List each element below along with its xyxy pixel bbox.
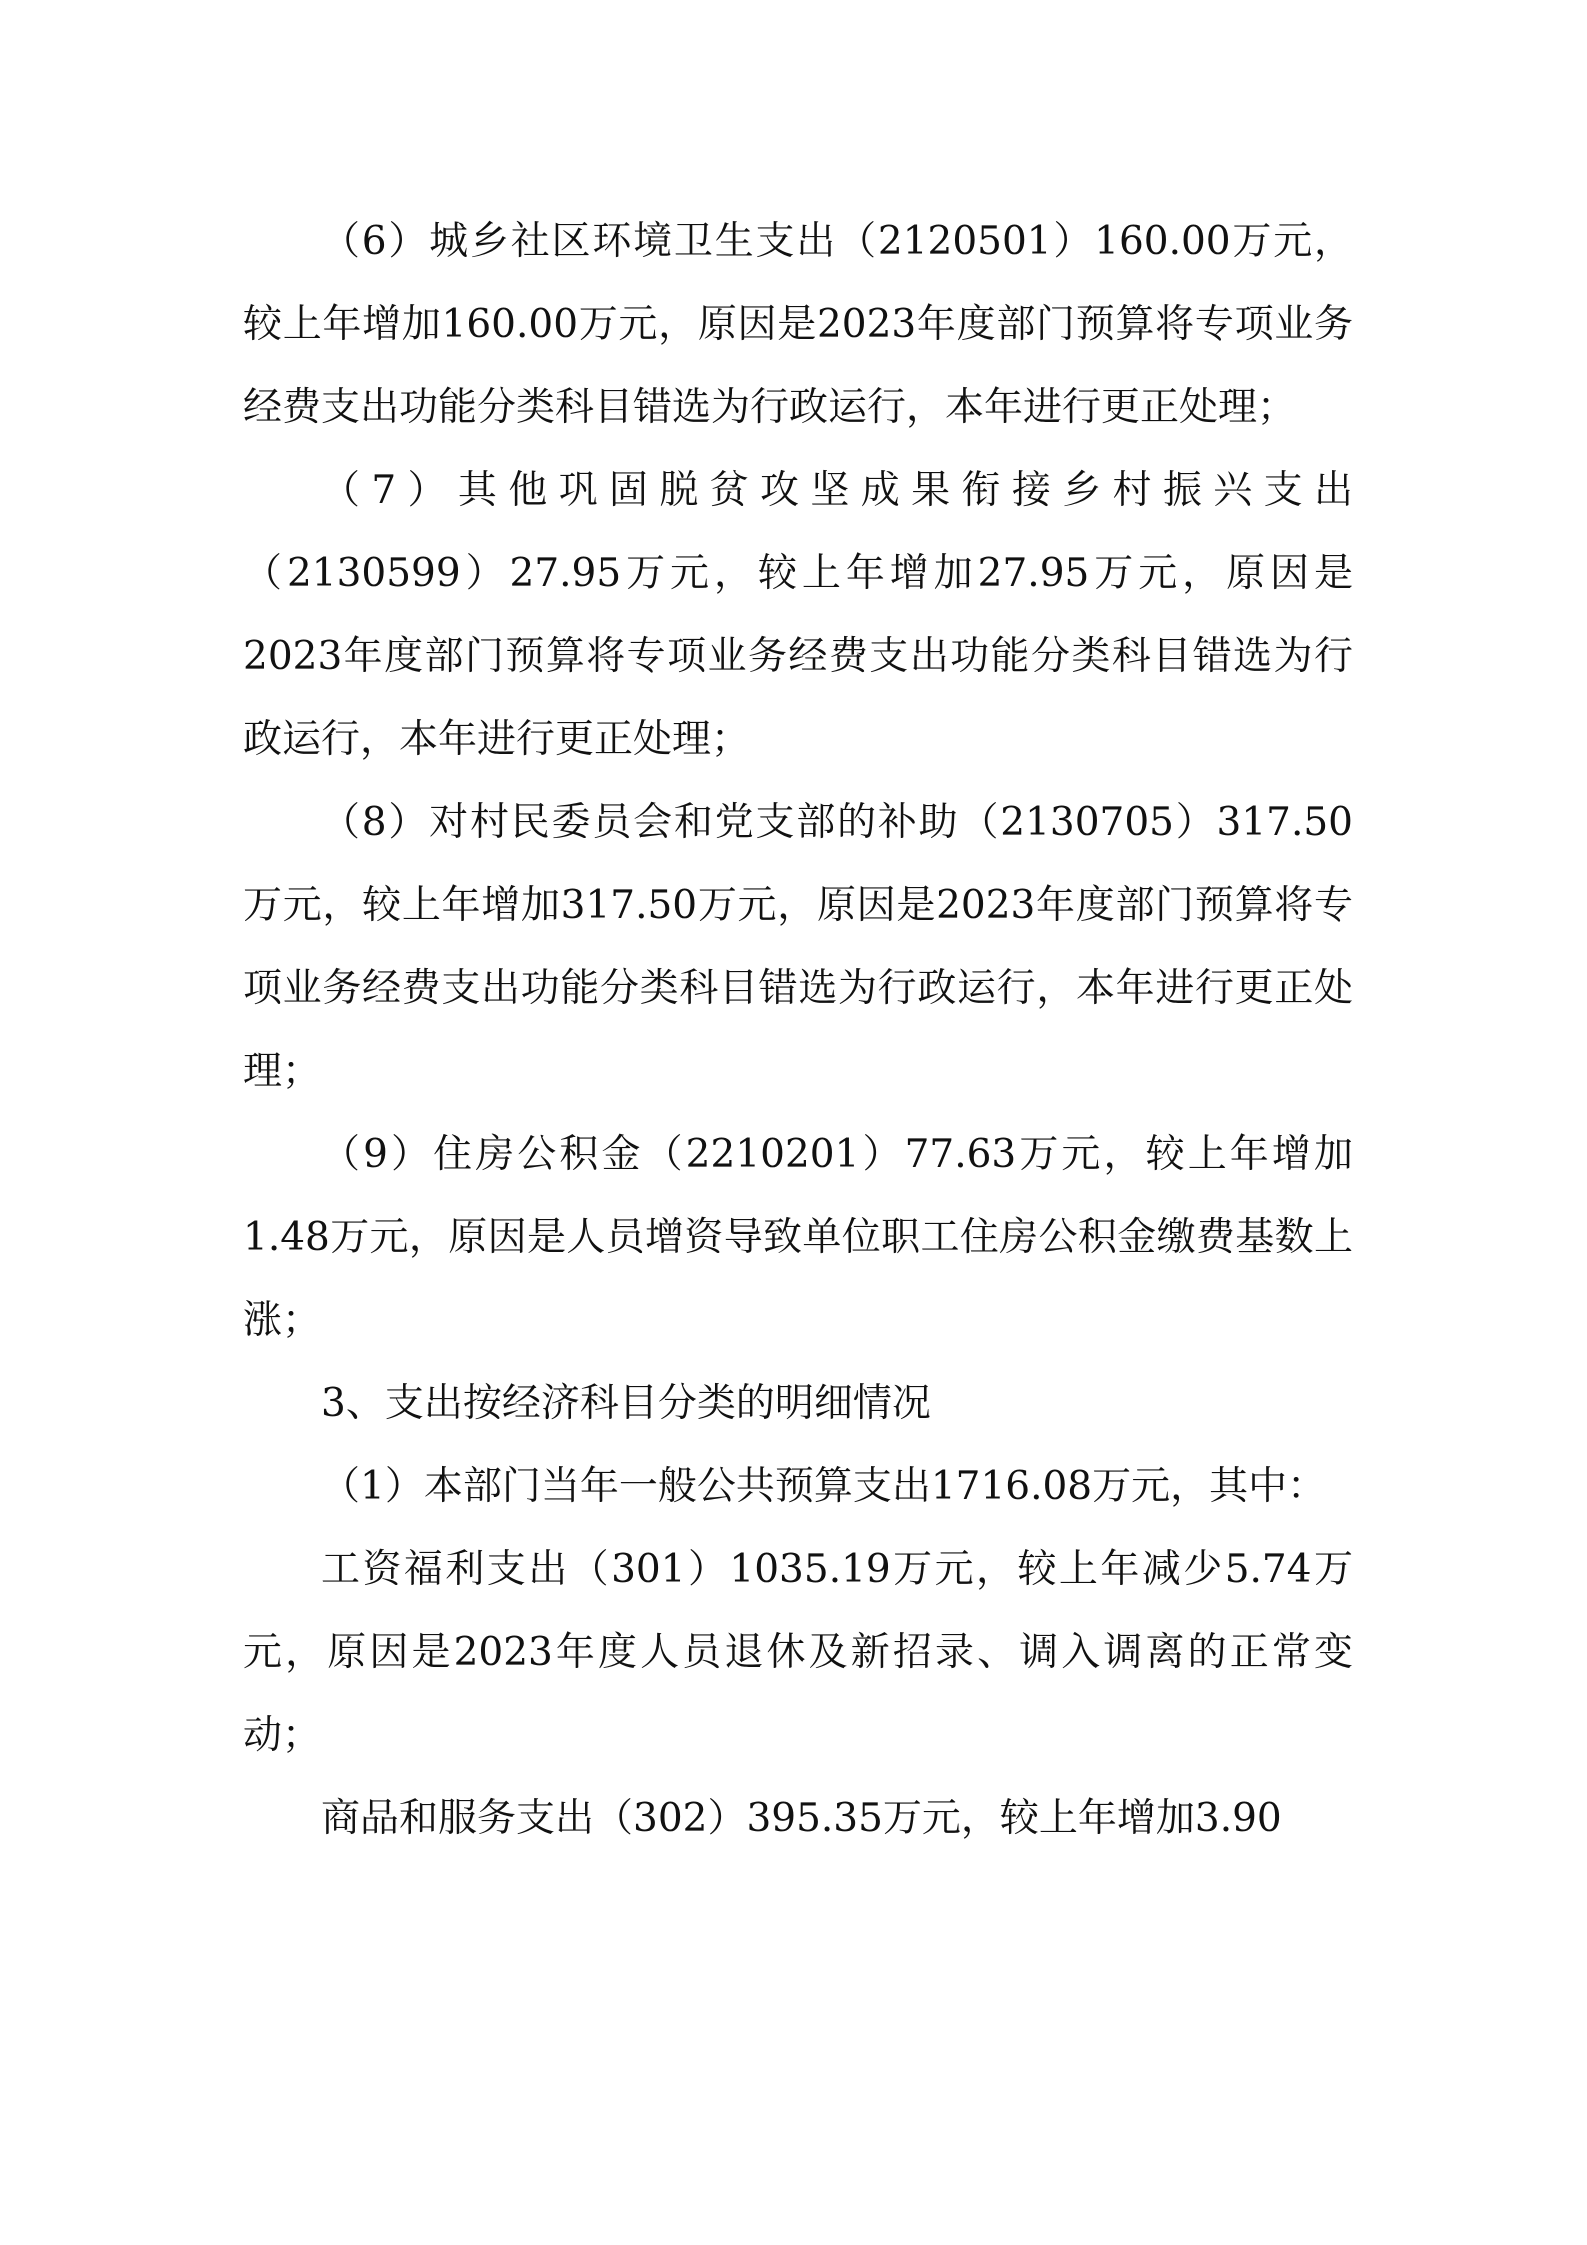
paragraph-item-9-housing-fund: （9）住房公积金（2210201）77.63万元，较上年增加1.48万元，原因是人员增资导致单位职工住房公积金缴费基数上涨； [243, 1132, 1353, 1343]
paragraph-item-7-rural-revitalization: （7）其他巩固脱贫攻坚成果衔接乡村振兴支出（2130599）27.95万元，较上年增加27.95万元，原因是2023年度部门预算将专项业务经费支出功能分类科目错选为行政运行，本年进行更正处理； [243, 468, 1353, 762]
paragraph-general-budget-expenditure: （1）本部门当年一般公共预算支出1716.08万元，其中： [321, 1464, 1327, 1509]
paragraph-goods-services: 商品和服务支出（302）395.35万元，较上年增加3.90 [321, 1796, 1282, 1841]
section-heading-economic-classification: 3、支出按经济科目分类的明细情况 [321, 1381, 931, 1426]
document-body [243, 200, 1353, 1860]
paragraph-item-6-sanitation: （6）城乡社区环境卫生支出（2120501）160.00万元，较上年增加160.00万元，原因是2023年度部门预算将专项业务经费支出功能分类科目错选为行政运行，本年进行更正处理； [243, 219, 1353, 430]
paragraph-item-8-village-committee-subsidy: （8）对村民委员会和党支部的补助（2130705）317.50万元，较上年增加317.50万元，原因是2023年度部门预算将专项业务经费支出功能分类科目错选为行政运行，本年进行更正处理； [243, 800, 1353, 1094]
paragraph-wages-welfare: 工资福利支出（301）1035.19万元，较上年减少5.74万元，原因是2023年度人员退休及新招录、调入调离的正常变动； [243, 1547, 1353, 1758]
